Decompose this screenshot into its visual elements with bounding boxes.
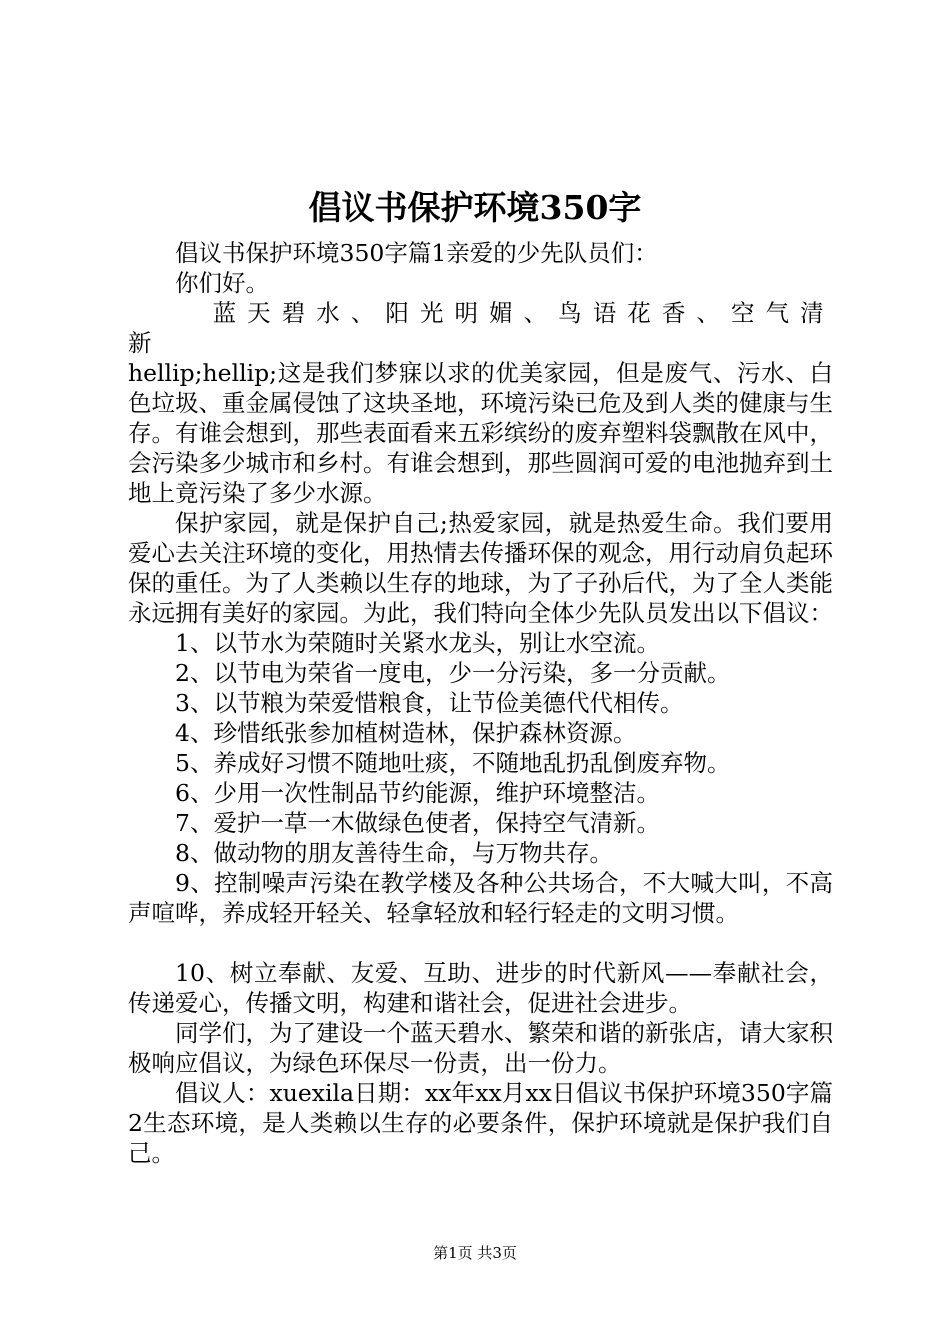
paragraph-greeting: 你们好。	[175, 269, 269, 297]
list-item-7: 7、爱护一草一木做绿色使者，保持空气清新。	[175, 809, 660, 837]
paragraph-closing: 同学们，为了建设一个蓝天碧水、繁荣和谐的新张店，请大家积极响应倡议，为绿色环保尽一份责，出一份力。	[128, 1019, 833, 1077]
list-item-8: 8、做动物的朋友善待生命，与万物共存。	[175, 839, 613, 867]
paragraph-scenery: 蓝天碧水、阳光明媚、鸟语花香、空气清新	[128, 299, 833, 357]
document-title: 倡议书保护环境350字	[308, 188, 642, 227]
list-item-3: 3、以节粮为荣爱惜粮食，让节俭美德代代相传。	[175, 689, 684, 717]
paragraph-signature: 倡议人：xuexila日期：xx年xx月xx日倡议书保护环境350字篇2生态环境，是人类赖以生存的必要条件，保护环境就是保护我们自己。	[128, 1079, 833, 1167]
list-item-5: 5、养成好习惯不随地吐痰，不随地乱扔乱倒废弃物。	[175, 749, 731, 777]
list-item-4: 4、珍惜纸张参加植树造林，保护森林资源。	[175, 719, 637, 747]
paragraph-intro: 倡议书保护环境350字篇1亲爱的少先队员们：	[175, 239, 658, 267]
list-item-2: 2、以节电为荣省一度电，少一分污染，多一分贡献。	[175, 659, 731, 687]
document-body	[128, 238, 833, 1168]
list-item-1: 1、以节水为荣随时关紧水龙头，别让水空流。	[175, 629, 660, 657]
list-item-9: 9、控制噪声污染在教学楼及各种公共场合，不大喊大叫，不高声喧哗，养成轻开轻关、轻拿轻放和轻行轻走的文明习惯。	[128, 869, 833, 927]
list-item-6: 6、少用一次性制品节约能源，维护环境整洁。	[175, 779, 660, 807]
paragraph-pollution: hellip;hellip;这是我们梦寐以求的优美家园，但是废气、污水、白色垃圾、重金属侵蚀了这块圣地，环境污染已危及到人类的健康与生存。有谁会想到，那些表面看来五彩缤纷的废弃塑料袋飘散在风中，会污染多少城市和乡村。有谁会想到，那些圆润可爱的电池抛弃到土地上竟污染了多少水源。	[128, 359, 833, 507]
paragraph-call: 保护家园，就是保护自己;热爱家园，就是热爱生命。我们要用爱心去关注环境的变化，用热情去传播环保的观念，用行动肩负起环保的重任。为了人类赖以生存的地球，为了子孙后代，为了全人类能永远拥有美好的家园。为此，我们特向全体少先队员发出以下倡议：	[128, 509, 833, 627]
list-item-10: 10、树立奉献、友爱、互助、进步的时代新风——奉献社会，传递爱心，传播文明，构建和谐社会，促进社会进步。	[128, 959, 833, 1017]
page-footer: 第1页 共3页	[433, 1244, 517, 1262]
